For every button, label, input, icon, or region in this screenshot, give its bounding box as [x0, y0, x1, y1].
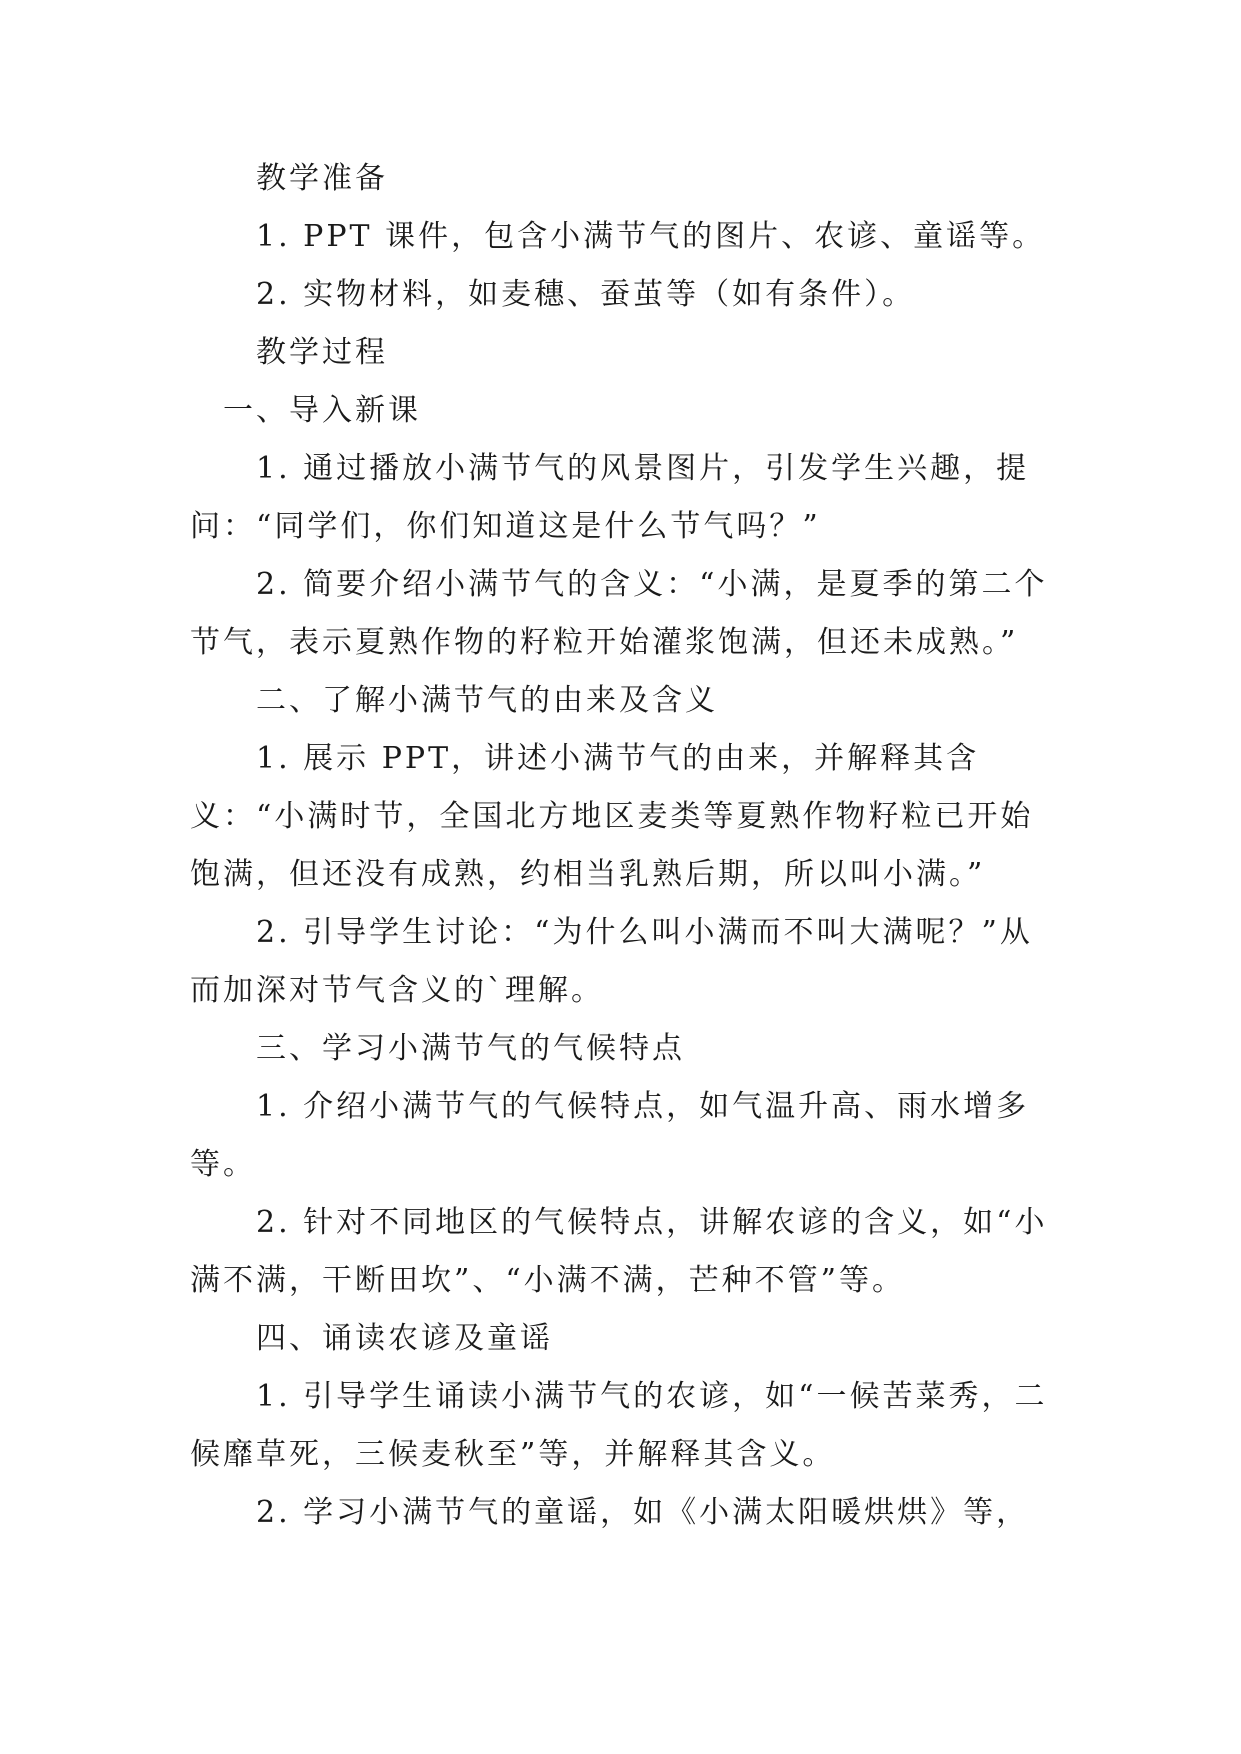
paragraph-section-4-item-1: 1. 引导学生诵读小满节气的农谚，如“一候苦菜秀，二候靡草死，三候麦秋至”等，并解释其含义。 — [190, 1379, 1048, 1472]
paragraph-section-1-item-1: 1. 通过播放小满节气的风景图片，引发学生兴趣，提问：“同学们，你们知道这是什么节气吗？” — [190, 451, 1030, 544]
document-body — [190, 150, 1050, 1542]
paragraph-section-2-item-2: 2. 引导学生讨论：“为什么叫小满而不叫大满呢？”从而加深对节气含义的`理解。 — [190, 915, 1033, 1008]
paragraph-section-2-item-1: 1. 展示 PPT，讲述小满节气的由来，并解释其含义：“小满时节，全国北方地区麦类等夏熟作物籽粒已开始饱满，但还没有成熟，约相当乳熟后期，所以叫小满。” — [190, 741, 1034, 892]
paragraph-section-4-item-2: 2. 学习小满节气的童谣，如《小满太阳暖烘烘》等， — [256, 1495, 1030, 1530]
paragraph-section-4-heading: 四、诵读农谚及童谣 — [256, 1321, 553, 1356]
paragraph-section-1-item-2: 2. 简要介绍小满节气的含义：“小满，是夏季的第二个节气，表示夏熟作物的籽粒开始灌浆饱满，但还未成熟。” — [190, 567, 1048, 660]
paragraph-process-heading: 教学过程 — [256, 335, 388, 370]
paragraph-prep-2: 2. 实物材料，如麦穗、蚕茧等（如有条件）。 — [256, 277, 916, 312]
paragraph-section-3-item-2: 2. 针对不同地区的气候特点，讲解农谚的含义，如“小满不满，干断田坎”、“小满不满，芒种不管”等。 — [190, 1205, 1048, 1298]
paragraph-prep-1: 1. PPT 课件，包含小满节气的图片、农谚、童谣等。 — [256, 219, 1046, 254]
paragraph-section-2-heading: 二、了解小满节气的由来及含义 — [256, 683, 718, 718]
paragraph-section-3-item-1: 1. 介绍小满节气的气候特点，如气温升高、雨水增多等。 — [190, 1089, 1030, 1182]
paragraph-section-1-heading: 一、导入新课 — [223, 393, 421, 428]
paragraph-section-3-heading: 三、学习小满节气的气候特点 — [256, 1031, 685, 1066]
paragraph-prep-heading: 教学准备 — [256, 161, 388, 196]
